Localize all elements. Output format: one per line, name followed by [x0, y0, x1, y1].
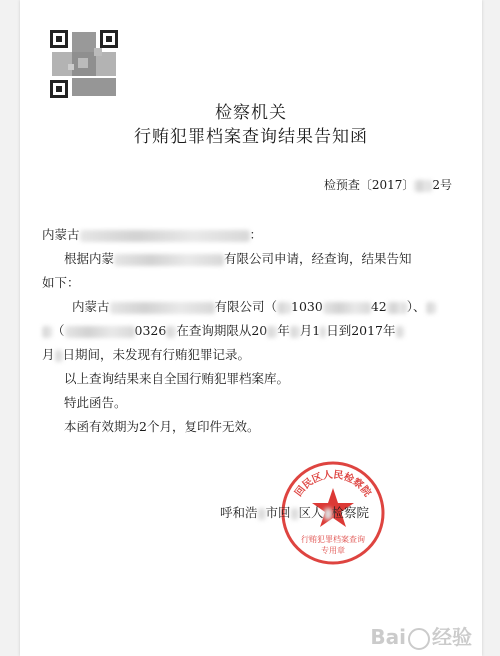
redacted-region — [426, 302, 436, 314]
body-line-6 — [64, 369, 289, 387]
issuer-text: 市回 — [265, 505, 291, 520]
recipient-line — [42, 225, 262, 243]
redacted-region — [80, 230, 250, 242]
issuer-text: 检察院 — [331, 505, 370, 520]
redacted-region — [320, 326, 326, 338]
redacted-region — [323, 302, 371, 314]
svg-text:专用章: 专用章 — [321, 546, 345, 555]
document-title-line1: 检察机关 — [215, 103, 287, 123]
body-text: 根据内蒙 — [64, 251, 115, 266]
body-line-1 — [64, 249, 412, 267]
document-title-line2: 行贿犯罪档案查询结果告知函 — [134, 127, 368, 147]
redacted-region — [65, 326, 135, 338]
qr-code-image — [48, 28, 120, 100]
baidu-jingyan-watermark — [370, 621, 472, 650]
body-text: 有限公司（ — [214, 299, 278, 314]
watermark-text: 经验 — [432, 625, 472, 649]
redacted-region — [55, 350, 63, 362]
body-text: 在查询期限从20 — [176, 323, 268, 338]
redacted-region — [387, 302, 407, 314]
document-page — [20, 0, 482, 656]
body-line-5 — [42, 345, 250, 363]
document-number — [324, 176, 452, 193]
body-text: 内蒙古 — [72, 299, 110, 314]
body-text: 本函有效期为2个月，复印件无效。 — [64, 419, 260, 434]
document-number-suffix: 2号 — [432, 178, 452, 192]
body-text: ）、 — [406, 299, 426, 314]
body-text: 月1 — [299, 323, 321, 338]
body-line-2 — [42, 273, 80, 291]
svg-text:回民区人民检察院: 回民区人民检察院 — [293, 469, 373, 499]
watermark-text: Bai — [370, 625, 406, 649]
svg-text:行贿犯罪档案查询: 行贿犯罪档案查询 — [301, 535, 365, 544]
redacted-region — [291, 508, 299, 520]
redacted-region — [277, 302, 291, 314]
redacted-region — [114, 254, 224, 266]
body-line-4 — [42, 321, 404, 339]
body-text: 有限公司申请，经查询，结果告知 — [224, 251, 412, 266]
redacted-region — [290, 326, 300, 338]
recipient-suffix: ： — [249, 227, 263, 242]
redacted-region — [258, 508, 266, 520]
redacted-region — [42, 326, 52, 338]
body-line-8 — [64, 417, 259, 435]
redacted-region — [110, 302, 215, 314]
body-text: 0326 — [134, 323, 167, 338]
body-text: 如下： — [42, 275, 80, 290]
body-text: 42 — [370, 299, 387, 314]
issuer-line — [220, 503, 369, 521]
redacted-region — [414, 180, 432, 192]
redacted-region — [324, 508, 332, 520]
body-line-7 — [64, 393, 127, 411]
redacted-region — [267, 326, 277, 338]
body-text: （ — [52, 323, 65, 338]
issuer-text: 呼和浩 — [220, 505, 258, 520]
body-line-3 — [72, 297, 436, 315]
paw-icon — [408, 628, 430, 650]
body-text: 1030 — [291, 299, 323, 314]
body-text: 日到2017年 — [326, 323, 396, 338]
body-text: 以上查询结果来自全国行贿犯罪档案库。 — [64, 371, 290, 386]
redacted-region — [396, 326, 404, 338]
issuer-text: 区人 — [298, 505, 324, 520]
document-number-prefix: 检预查〔2017〕 — [323, 178, 415, 192]
body-text: 特此函告。 — [64, 395, 127, 410]
recipient-prefix: 内蒙古 — [42, 227, 80, 242]
redacted-region — [166, 326, 176, 338]
body-text: 年 — [277, 323, 290, 338]
body-text: 月 — [42, 347, 55, 362]
body-text: 日期间，未发现有行贿犯罪记录。 — [62, 347, 251, 362]
